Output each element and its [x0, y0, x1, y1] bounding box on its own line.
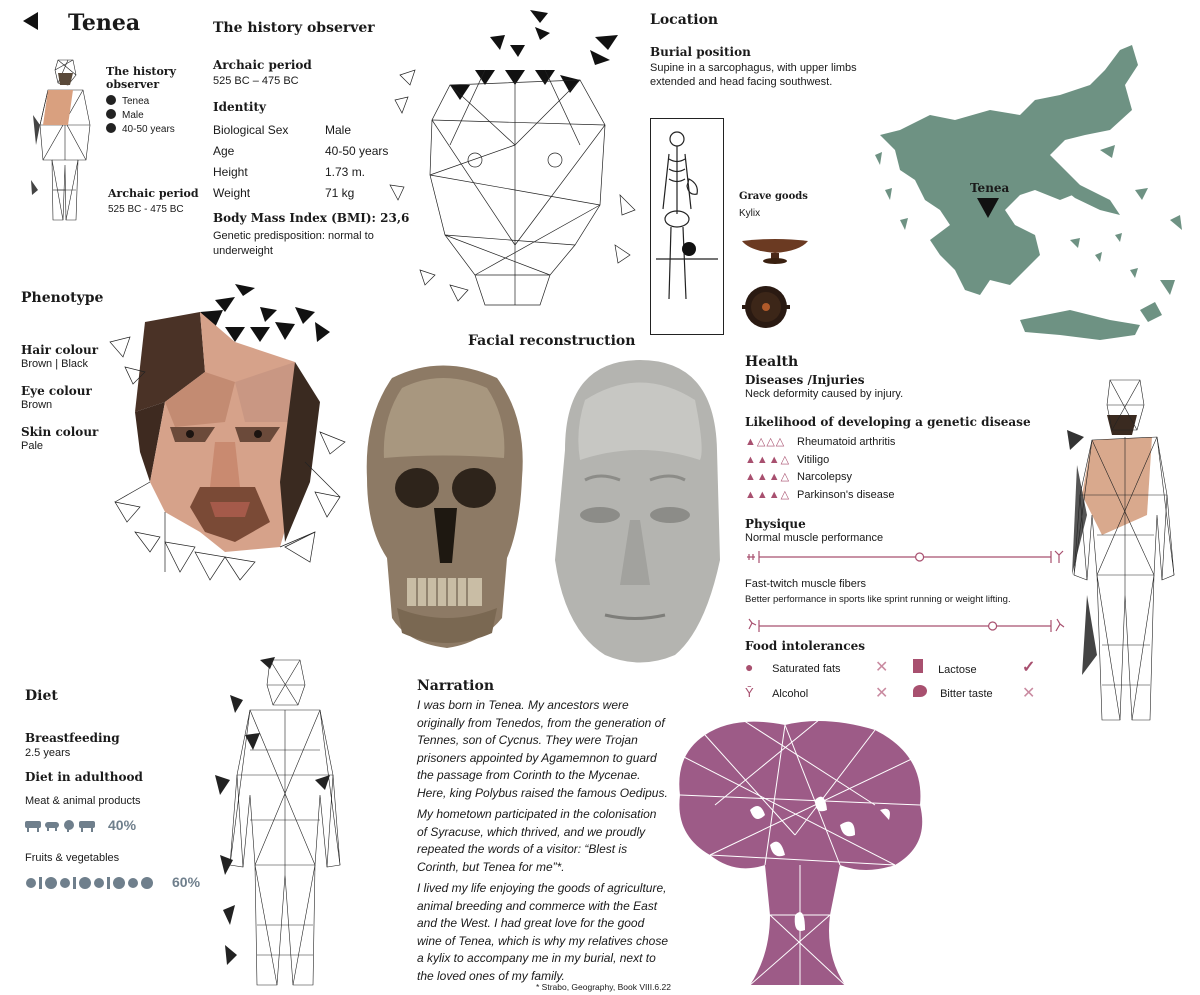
likelihood-triangles: ▲▲▲△ — [745, 453, 791, 466]
identity-value: 1.73 m. — [325, 165, 366, 179]
identity-heading: Identity — [213, 100, 266, 114]
age-icon — [106, 123, 116, 133]
fast-twitch-level-marker — [989, 622, 997, 630]
droplet-icon: ● — [745, 659, 754, 675]
disease-name: Rheumatoid arthritis — [797, 436, 896, 448]
body-wireframe-left — [205, 655, 355, 990]
bitter-taste-icon — [913, 685, 927, 697]
diet-heading: Diet — [25, 688, 58, 704]
genetic-row — [745, 452, 895, 470]
health-heading: Health — [745, 354, 799, 370]
diseases-text: Neck deformity caused by injury. — [745, 388, 904, 400]
burial-drawing — [650, 118, 724, 335]
wine-glass-icon: Ῡ — [745, 685, 754, 700]
adult-diet-label: Diet in adulthood — [25, 770, 143, 784]
narration-body — [417, 697, 669, 985]
identity-row — [213, 141, 388, 162]
location-heading: Location — [650, 12, 719, 28]
bmi-label: Body Mass Index (BMI): 23,6 — [213, 211, 410, 225]
hair-value: Brown | Black — [21, 358, 89, 370]
summary-age: 40-50 years — [122, 124, 175, 135]
physique-level-marker — [916, 553, 924, 561]
summary-sex: Male — [122, 110, 144, 121]
food-name: Bitter taste — [940, 688, 993, 700]
genetic-row — [745, 434, 895, 452]
burial-label: Burial position — [650, 45, 751, 59]
fruit-vegetable-icons — [25, 874, 165, 890]
likelihood-triangles: ▲▲▲△ — [745, 488, 791, 501]
food-name: Saturated fats — [772, 663, 841, 675]
hair-label: Hair colour — [21, 343, 99, 357]
genetic-list — [745, 434, 895, 504]
food-item — [745, 685, 808, 700]
bmi-note-line1: Genetic predisposition: normal to — [213, 230, 374, 242]
identity-value: 40-50 years — [325, 144, 389, 158]
body-wireframe-right — [1062, 375, 1192, 730]
summary-place: Tenea — [122, 96, 150, 107]
meat-label: Meat & animal products — [25, 795, 141, 807]
phenotype-face-portrait — [105, 282, 350, 582]
facial-heading: Facial reconstruction — [468, 333, 636, 349]
phenotype-list — [21, 343, 98, 453]
summary-period-label: Archaic period — [108, 187, 199, 200]
clay-face-image — [545, 360, 725, 665]
sex-icon — [106, 109, 116, 119]
food-heading: Food intolerances — [745, 639, 865, 653]
narration-heading: Narration — [417, 678, 494, 694]
bmi-note-line2: underweight — [213, 245, 273, 257]
not-intolerant-icon: ✕ — [1022, 685, 1036, 702]
identity-table — [213, 120, 388, 204]
likelihood-triangles: ▲▲▲△ — [745, 471, 791, 483]
disease-name: Parkinson's disease — [797, 488, 895, 501]
intolerant-check-icon: ✓ — [1022, 659, 1036, 676]
identity-row — [213, 120, 388, 141]
food-intolerances-grid — [745, 657, 1045, 707]
fast-twitch-label: Fast-twitch muscle fibers — [745, 578, 867, 590]
kylix-side-image — [740, 235, 810, 265]
animal-icons — [25, 817, 105, 833]
physique-heading: Physique — [745, 517, 806, 531]
kylix-top-image — [742, 283, 790, 331]
fruit-row — [25, 874, 215, 894]
food-name: Alcohol — [772, 688, 809, 700]
diseases-label: Diseases /Injuries — [745, 373, 865, 387]
phenotype-heading: Phenotype — [21, 290, 104, 306]
disease-name: Vitiligo — [797, 453, 830, 466]
page-title: Tenea — [68, 10, 141, 36]
greece-map — [870, 40, 1190, 350]
genetic-row — [745, 469, 895, 487]
food-item — [913, 659, 977, 676]
physique-text: Normal muscle performance — [745, 532, 884, 544]
tree-illustration — [675, 715, 935, 990]
narration-paragraph: I lived my life enjoying the goods of agriculture, animal breeding and commerce with the East and the West. I had great love for the good wine of Tenea, which is why my relatives chose a kylix to accompany me in my burial, next to the loved ones of my family. — [417, 881, 669, 983]
skull-image — [362, 358, 527, 658]
observer-period-label: Archaic period — [213, 58, 312, 72]
identity-label: Biological Sex — [213, 123, 289, 137]
identity-label: Weight — [213, 186, 251, 200]
summary-title-line1: The history — [106, 65, 176, 78]
food-name: Lactose — [938, 664, 977, 676]
identity-row — [213, 183, 388, 204]
grave-goods-item: Kylix — [739, 208, 761, 219]
back-arrow-icon — [20, 10, 40, 32]
skin-label: Skin colour — [21, 425, 99, 439]
burial-text-line2: extended and head facing southwest. — [650, 76, 833, 88]
fruit-label: Fruits & vegetables — [25, 852, 120, 864]
bmi-note — [213, 229, 374, 259]
food-item — [745, 659, 841, 675]
summary-attributes — [106, 95, 175, 137]
narration-paragraph: My hometown participated in the colonisation of Syracuse, which thrived, and we proudly repeated the words of a visitor: “Blest is Corinth, but Tenea for me”*. — [417, 807, 657, 874]
fast-twitch-text: Better performance in sports like sprint running or weight lifting. — [745, 594, 1011, 605]
summary-figure — [28, 55, 103, 225]
eye-value: Brown — [21, 399, 53, 411]
not-intolerant-icon: ✕ — [875, 685, 889, 702]
narration-footnote: * Strabo, Geography, Book VIII.6.22 — [536, 982, 671, 992]
identity-value: Male — [325, 123, 352, 137]
identity-label: Age — [213, 144, 235, 158]
burial-text — [650, 61, 857, 89]
observer-period-range: 525 BC – 475 BC — [213, 75, 299, 87]
breastfeeding-value: 2.5 years — [25, 747, 71, 759]
genetic-row — [745, 487, 895, 505]
narration-paragraph: I was born in Tenea. My ancestors were originally from Tenedos, from the generation of Tennes, son of Cycnus. They were Trojan prisoners appointed by Agamemnon to guard the passage from Corinth to the Mycenae. Here, king Polybus raised the famous Oedipus. — [417, 698, 668, 800]
identity-value: 71 kg — [325, 186, 355, 200]
wireframe-head-illustration — [390, 5, 640, 315]
meat-row — [25, 817, 210, 837]
food-item — [913, 685, 993, 700]
meat-percent: 40% — [108, 817, 137, 833]
milk-bottle-icon — [913, 659, 923, 673]
physique-scale — [745, 548, 1065, 566]
fast-twitch-scale — [745, 617, 1065, 635]
disease-name: Narcolepsy — [797, 471, 853, 483]
not-intolerant-icon: ✕ — [875, 659, 889, 676]
breastfeeding-label: Breastfeeding — [25, 731, 120, 745]
summary-period-range: 525 BC - 475 BC — [108, 204, 184, 215]
map-label: Tenea — [970, 181, 1010, 195]
identity-row — [213, 162, 388, 183]
burial-text-line1: Supine in a sarcophagus, with upper limbs — [650, 62, 857, 74]
eye-label: Eye colour — [21, 384, 92, 398]
skin-value: Pale — [21, 440, 44, 452]
back-button[interactable] — [20, 10, 40, 32]
fruit-percent: 60% — [172, 874, 201, 890]
summary-title-line2: observer — [106, 78, 160, 91]
summary-title — [106, 65, 176, 91]
observer-heading: The history observer — [213, 20, 375, 36]
genetic-heading: Likelihood of developing a genetic disease — [745, 415, 1031, 429]
identity-label: Height — [213, 165, 248, 179]
likelihood-triangles: ▲△△△ — [745, 436, 786, 448]
place-icon — [106, 95, 116, 105]
grave-goods-label: Grave goods — [739, 191, 808, 202]
